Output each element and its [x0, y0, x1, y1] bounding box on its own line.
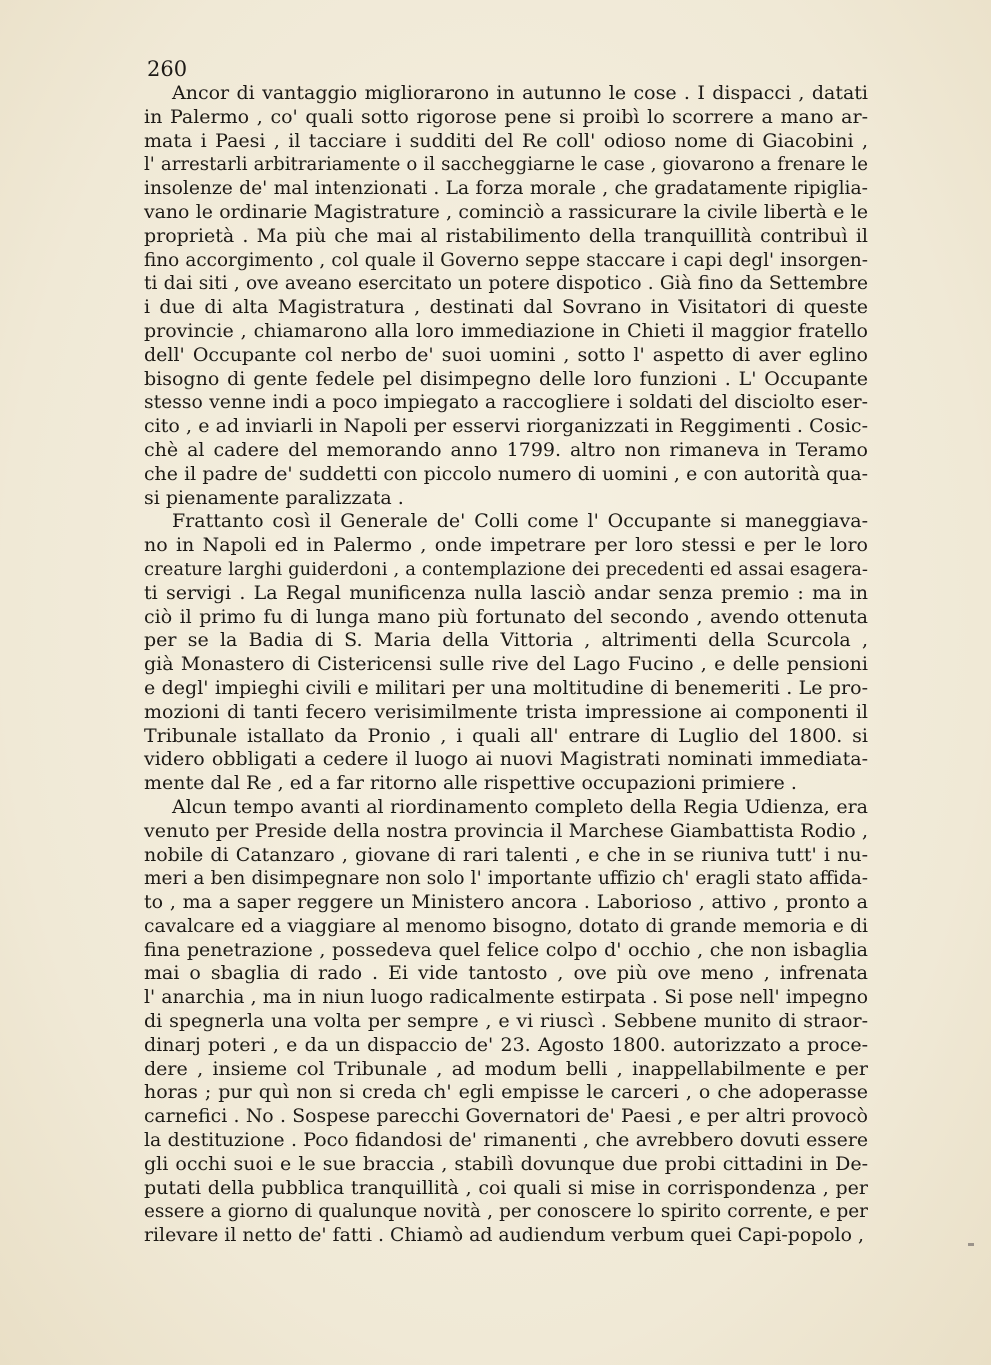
text-line: Alcun tempo avanti al riordinamento completo della Regia Udienza, era — [172, 795, 868, 818]
text-line: provincie , chiamarono alla loro immediazione in Chieti il maggior fratello — [144, 319, 868, 342]
text-line: e degl' impieghi civili e militari per una moltitudine di benemeriti . Le pro- — [144, 676, 868, 699]
paragraph — [116, 796, 868, 1248]
text-line: l' anarchia , ma in niun luogo radicalmente estirpata . Si pose nell' impegno — [144, 987, 868, 1009]
text-line: dere , insieme col Tribunale , ad modum belli , inappellabilmente e per — [144, 1057, 868, 1080]
text-line: mozioni di tanti fecero verisimilmente trista impressione ai componenti il — [144, 700, 868, 723]
text-line: essere a giorno di qualunque novità , per conoscere lo spirito corrente, e per — [144, 1201, 868, 1223]
text-line: nobile di Catanzaro , giovane di rari talenti , e che in se riuniva tutt' i nu- — [144, 843, 868, 866]
text-line: l' arrestarli arbitrariamente o il saccheggiarne le case , giovarono a frenare le — [144, 154, 868, 176]
text-line: si pienamente paralizzata . — [144, 486, 404, 509]
text-line: gli occhi suoi e le sue braccia , stabilì dovunque due probi cittadini in De- — [144, 1152, 868, 1175]
text-line: ti servigi . La Regal munificenza nulla lasciò andar senza premio : ma in — [144, 581, 868, 604]
text-line: per se la Badia di S. Maria della Vittoria , altrimenti della Scurcola , — [144, 629, 868, 652]
text-line: dinarj poteri , e da un dispaccio de' 23. Agosto 1800. autorizzato a proce- — [144, 1033, 868, 1056]
text-line: bisogno di gente fedele pel disimpegno delle loro funzioni . L' Occupante — [144, 367, 868, 390]
text-line: putati della pubblica tranquillità , coi quali si mise in corrispondenza , per — [144, 1176, 868, 1199]
text-line: venuto per Preside della nostra provincia il Marchese Giambattista Rodio , — [144, 819, 868, 842]
text-line: carnefici . No . Sospese parecchi Governatori de' Paesi , e per altri provocò — [144, 1106, 868, 1128]
text-line: fina penetrazione , possedeva quel felice colpo d' occhio , che non isbaglia — [144, 938, 868, 961]
text-line: dell' Occupante col nerbo de' suoi uomini , sotto l' aspetto di aver eglino — [144, 343, 868, 366]
text-line: che il padre de' suddetti con piccolo numero di uomini , e con autorità qua- — [144, 463, 868, 485]
text-line: proprietà . Ma più che mai al ristabilimento della tranquillità contribuì il — [144, 224, 868, 247]
text-line: Tribunale istallato da Pronio , i quali all' entrare di Luglio del 1800. si — [144, 724, 868, 747]
text-line: i due di alta Magistratura , destinati dal Sovrano in Visitatori di queste — [144, 296, 868, 319]
text-line: mente dal Re , ed a far ritorno alle rispettive occupazioni primiere . — [144, 772, 797, 795]
paragraph — [116, 82, 868, 510]
margin-mark — [968, 1243, 974, 1246]
text-line: no in Napoli ed in Palermo , onde impetrare per loro stessi e per le loro — [144, 534, 868, 557]
text-line: cavalcare ed a viaggiare al menomo bisogno, dotato di grande memoria e di — [144, 915, 868, 937]
text-line: stesso venne indi a poco impiegato a raccogliere i soldati del disciolto eser- — [144, 392, 868, 414]
paragraph — [116, 510, 868, 796]
text-line: Ancor di vantaggio migliorarono in autunno le cose . I dispacci , datati — [172, 82, 868, 104]
text-line: di spegnerla una volta per sempre , e vi riuscì . Sebbene munito di straor- — [144, 1010, 868, 1033]
text-line: Frattanto così il Generale de' Colli come l' Occupante si maneggiava- — [172, 510, 868, 533]
text-line: horas ; pur quì non si creda ch' egli empisse le carceri , o che adoperasse — [144, 1081, 868, 1104]
page-number: 260 — [147, 57, 188, 81]
text-line: cito , e ad inviarli in Napoli per esservi riorganizzati in Reggimenti . Cosic- — [144, 415, 868, 438]
text-line: rilevare il netto de' fatti . Chiamò ad audiendum verbum quei Capi-popolo , — [144, 1224, 864, 1247]
text-line: ciò il primo fu di lunga mano più fortunato del secondo , avendo ottenuta — [144, 605, 868, 628]
text-line: in Palermo , co' quali sotto rigorose pene si proibì lo scorrere a mano ar- — [144, 105, 868, 128]
text-line: già Monastero di Cistericensi sulle rive del Lago Fucino , e delle pensioni — [144, 653, 868, 676]
text-line: to , ma a saper reggere un Ministero ancora . Laborioso , attivo , pronto a — [144, 891, 868, 914]
text-line: chè al cadere del memorando anno 1799. altro non rimaneva in Teramo — [144, 438, 868, 461]
text-line: ti dai siti , ove aveano esercitato un potere dispotico . Già fino da Settembre — [144, 273, 868, 295]
text-line: mata i Paesi , il tacciare i sudditi del Re coll' odioso nome di Giacobini , — [144, 129, 868, 152]
text-line: videro obbligati a cedere il luogo ai nuovi Magistrati nominati immediata- — [144, 748, 868, 771]
text-line: creature larghi guiderdoni , a contemplazione dei precedenti ed assai esagera- — [144, 558, 868, 580]
body-text — [116, 82, 868, 1248]
text-line: mai o sbaglia di rado . Ei vide tantosto , ove più ove meno , infrenata — [144, 962, 868, 985]
text-line: la destituzione . Poco fidandosi de' rimanenti , che avrebbero dovuti essere — [144, 1129, 868, 1152]
text-line: insolenze de' mal intenzionati . La forza morale , che gradatamente ripiglia- — [144, 178, 868, 200]
text-line: meri a ben disimpegnare non solo l' importante uffizio ch' eragli stato affida- — [144, 868, 868, 890]
text-line: vano le ordinarie Magistrature , cominciò a rassicurare la civile libertà e le — [144, 200, 868, 223]
text-line: fino accorgimento , col quale il Governo seppe staccare i capi degl' insorgen- — [144, 249, 868, 271]
